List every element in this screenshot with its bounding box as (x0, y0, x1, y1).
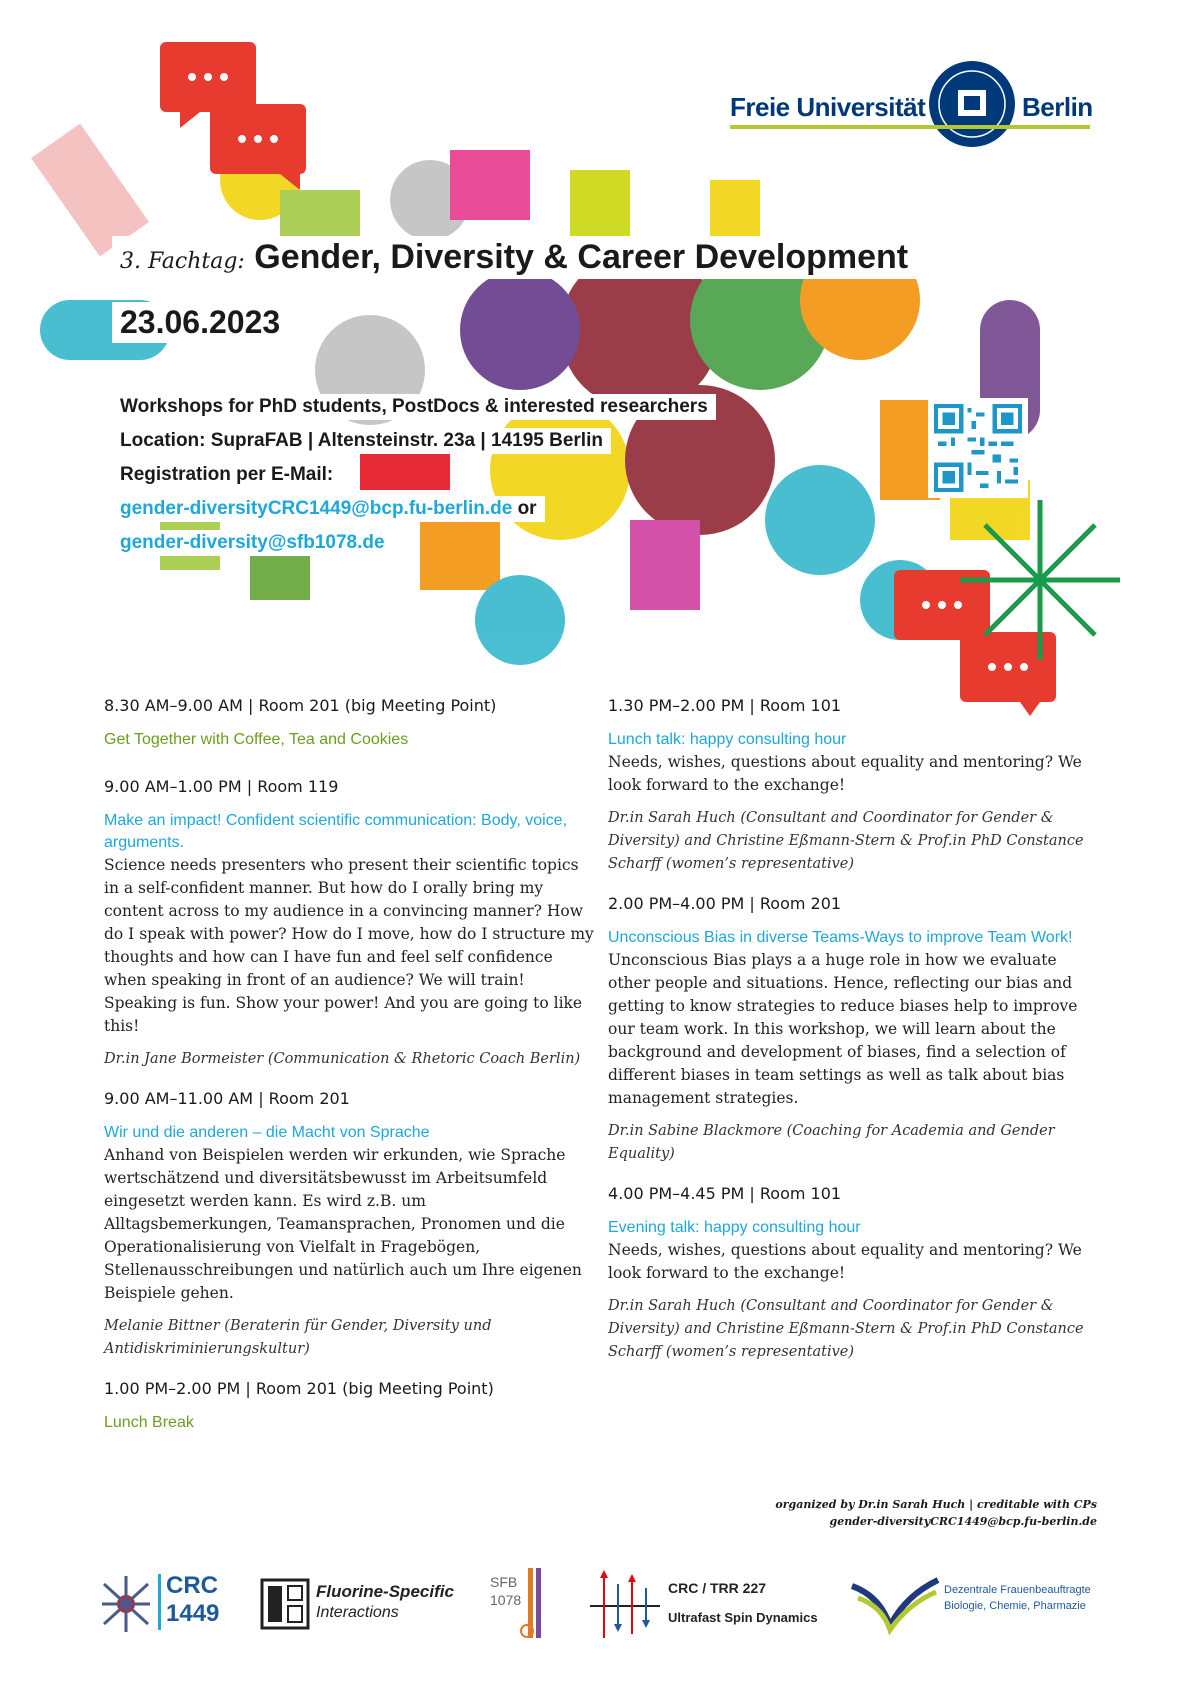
event-time: 9.00 AM–11.00 AM | Room 201 (104, 1089, 350, 1108)
event-description: Anhand von Beispielen werden wir erkunden, wie Sprache wertschätzend und diversitätsbewusst im Arbeitsumfeld eingesetzt werden kann. Es wird z.B. um Alltagsbemerkungen, Teamansprachen, Pronomen und die Operationalisierung von Vielfalt in Fragebögen, Stellenausschreibungen und natürlich auch um Ihre eigenen Beispiele gehen. (104, 1146, 582, 1302)
schedule-item (104, 1379, 594, 1434)
partner-logos (100, 1568, 1100, 1648)
logo-text: Fluorine-Specific (316, 1582, 454, 1601)
logo-bar (536, 1568, 541, 1638)
logo-text: Interactions (316, 1604, 399, 1621)
logo-text: CRC (166, 1572, 218, 1599)
logo-text: SFB (490, 1574, 518, 1590)
logo-frauenbeauftragte (850, 1568, 1100, 1648)
event-time: 1.00 PM–2.00 PM | Room 201 (big Meeting Point) (104, 1379, 494, 1398)
sfb-circle-icon (520, 1624, 534, 1638)
event-time: 8.30 AM–9.00 AM | Room 201 (big Meeting Point) (104, 696, 497, 715)
schedule-item (104, 777, 594, 1071)
info-email-row-2 (112, 530, 393, 556)
event-title: Lunch Break (104, 1414, 194, 1431)
event-time: 9.00 AM–1.00 PM | Room 119 (104, 777, 339, 796)
schedule-item (608, 696, 1098, 876)
event-description: Unconscious Bias plays a a huge role in how we evaluate other people and situations. Hence, reflecting our bias and getting to know strategies to reduce biases help to improve our team work. In this workshop, we will learn about the background and development of biases, find a selection of different biases in team settings as well as talk about bias management strategies. (608, 951, 1078, 1107)
event-date: 23.06.2023 (112, 302, 288, 343)
organizer-note (775, 1496, 1097, 1530)
organizer-line: organized by Dr.in Sarah Huch | creditable with CPs (775, 1498, 1097, 1511)
university-city: Berlin (1022, 92, 1093, 122)
logo-sfb1078 (490, 1568, 560, 1648)
logo-text: Dezentrale Frauenbeauftragte (944, 1584, 1091, 1596)
schedule-item (104, 1089, 594, 1361)
event-title: Wir und die anderen – die Macht von Sprache (104, 1124, 430, 1141)
event-speaker: Dr.in Jane Bormeister (Communication & Rhetoric Coach Berlin) (104, 1051, 581, 1067)
decorative-header-graphic (0, 0, 1199, 720)
event-speaker: Dr.in Sarah Huch (Consultant and Coordinator for Gender & Diversity) and Christine Eßmann-Stern & Prof.in PhD Constance Scharff (women’s representative) (608, 810, 1084, 872)
info-email-row (112, 496, 545, 522)
event-time: 2.00 PM–4.00 PM | Room 201 (608, 894, 842, 913)
title-text: Gender, Diversity & Career Development (254, 238, 909, 276)
crc1349-emblem-icon (260, 1576, 310, 1632)
crc1449-molecule-icon (100, 1574, 152, 1634)
schedule-right-column (608, 696, 1098, 1376)
event-title: Lunch talk: happy consulting hour (608, 731, 847, 748)
schedule-item (104, 696, 594, 751)
event-description: Needs, wishes, questions about equality and mentoring? We look forward to the exchange! (608, 1241, 1082, 1282)
qr-code-icon[interactable] (928, 398, 1028, 498)
logo-text: 1449 (166, 1600, 220, 1627)
info-audience: Workshops for PhD students, PostDocs & interested researchers (112, 394, 716, 420)
organizer-email[interactable]: gender-diversityCRC1449@bcp.fu-berlin.de (829, 1515, 1097, 1528)
event-description: Science needs presenters who present their scientific topics in a self-confident manner. But how do I orally bring my content across to my audience in a convincing manner? How do I speak with power? How do I move, how do I structure my thoughts and how can I have fun and feel self confidence when speaking in front of an audience? We will train! Speaking is fun. Show your power! And you are going to like this! (104, 856, 594, 1035)
logo-divider (158, 1574, 161, 1630)
event-speaker: Dr.in Sarah Huch (Consultant and Coordinator for Gender & Diversity) and Christine Eßmann-Stern & Prof.in PhD Constance Scharff (women’s representative) (608, 1298, 1084, 1360)
event-speaker: Dr.in Sabine Blackmore (Coaching for Academia and Gender Equality) (608, 1123, 1055, 1162)
logo-fluorine-specific (260, 1568, 460, 1648)
event-time: 1.30 PM–2.00 PM | Room 101 (608, 696, 842, 715)
university-seal-icon (928, 60, 1016, 148)
title-prefix: 3. Fachtag: (120, 249, 245, 274)
email-link-1[interactable]: gender-diversityCRC1449@bcp.fu-berlin.de (120, 498, 513, 519)
event-title: Unconscious Bias in diverse Teams-Ways to improve Team Work! (608, 929, 1073, 946)
schedule-left-column (104, 696, 594, 1446)
logo-text: Ultrafast Spin Dynamics (668, 1610, 818, 1625)
event-title: Make an impact! Confident scientific communication: Body, voice, arguments. (104, 812, 568, 851)
logo-trr227 (590, 1568, 820, 1648)
university-underline (730, 125, 1090, 129)
info-location: Location: SupraFAB | Altensteinstr. 23a | 14195 Berlin (112, 428, 611, 454)
info-registration: Registration per E-Mail: (112, 462, 341, 488)
spin-arrows-icon (590, 1568, 660, 1644)
logo-text: Biologie, Chemie, Pharmazie (944, 1600, 1086, 1612)
schedule-item (608, 894, 1098, 1166)
event-title: Evening talk: happy consulting hour (608, 1219, 861, 1236)
checkmark-logo-icon (850, 1576, 940, 1636)
email-link-2[interactable]: gender-diversity@sfb1078.de (120, 532, 385, 553)
university-name: Freie Universität (730, 92, 926, 122)
page-title (112, 236, 916, 279)
event-speaker: Melanie Bittner (Beraterin für Gender, Diversity und Antidiskriminierungskultur) (104, 1318, 492, 1357)
logo-text: 1078 (490, 1592, 522, 1608)
email-connector: or (517, 498, 537, 519)
event-title: Get Together with Coffee, Tea and Cookies (104, 731, 409, 748)
event-time: 4.00 PM–4.45 PM | Room 101 (608, 1184, 842, 1203)
event-description: Needs, wishes, questions about equality and mentoring? We look forward to the exchange! (608, 753, 1082, 794)
logo-text: CRC / TRR 227 (668, 1580, 767, 1596)
schedule-item (608, 1184, 1098, 1364)
logo-crc1449 (100, 1568, 240, 1648)
